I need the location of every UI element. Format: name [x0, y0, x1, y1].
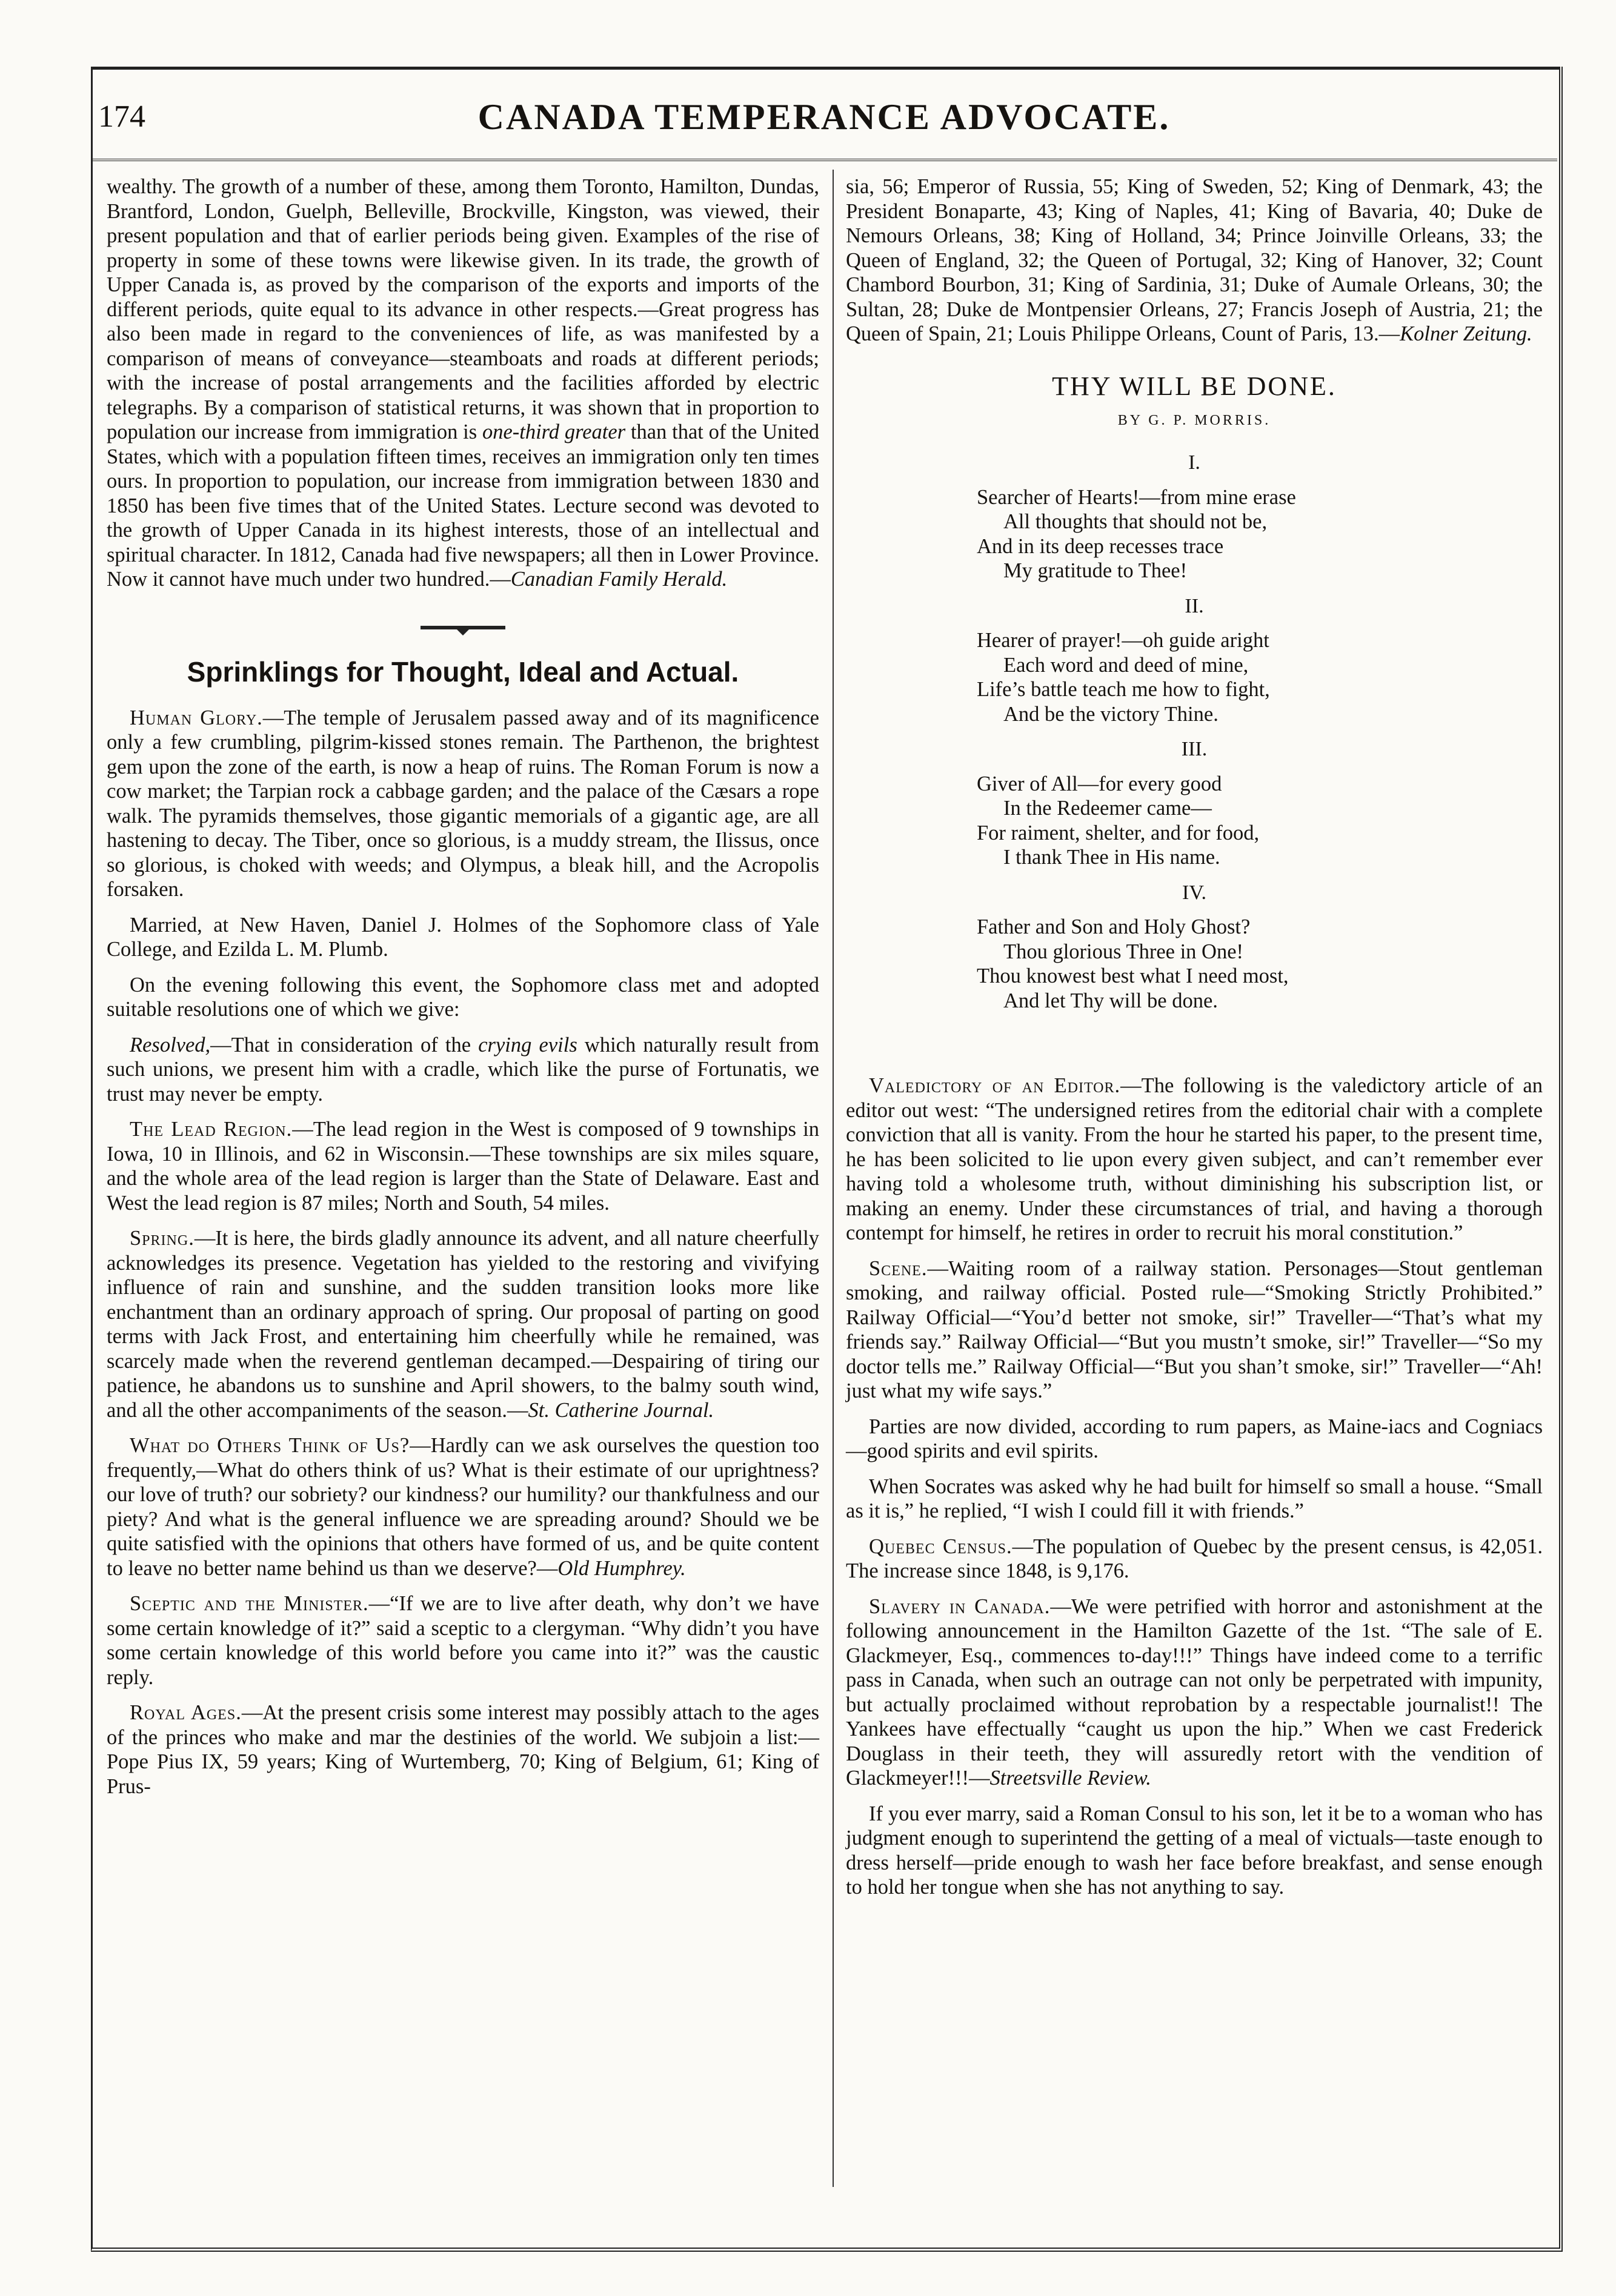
stanza-number: II.	[1185, 594, 1204, 617]
article-socrates	[846, 1475, 1543, 1524]
article-valedictory	[846, 1073, 1543, 1246]
article-text: —The lead region in the West is composed of 9 townships in Iowa, 10 in Illinois, and 62 in Wisconsin.—These townships are six miles square, and the whole area of the lead region is larger than the State of Delaware. East and West the lead region is 87 miles; North and South, 54 miles.	[107, 1118, 820, 1215]
stanza-number: III.	[1181, 738, 1208, 760]
article-emphasis: crying evils	[478, 1033, 577, 1057]
poem-line: For raiment, shelter, and for food,	[977, 821, 1260, 844]
article-parties	[846, 1415, 1543, 1464]
poem-stanza	[977, 628, 1543, 726]
header-rule	[91, 159, 1557, 161]
article-text: —“If we are to live after death, why don’t we have some certain knowledge of it?” said a sceptic to a clergyman. “Why didn’t you have some certain knowledge of this world before you came into it?” was the caustic reply.	[107, 1592, 819, 1689]
column-divider	[833, 170, 834, 2187]
page-header	[91, 96, 1557, 150]
article-text: sia, 56; Emperor of Russia, 55; King of Sweden, 52; King of Denmark, 43; the President Bonaparte, 43; King of Naples, 41; King of Bavaria, 40; Duke de Nemours Orleans, 38; King of Holland, 34; Prince Joinville Orleans, 33; the Queen of England, 32; the Queen of Portugal, 32; King of Hanover, 32; Count Chambord Bourbon, 31; King of Sardinia, 31; Duke of Aumale Orleans, 30; the Sultan, 28; Duke de Montpensier Orleans, 27; Francis Joseph of Austria, 21; the Queen of Spain, 21; Louis Philippe Orleans, Count of Paris, 13.—	[846, 175, 1543, 345]
intro-text-cont: than that of the United States, which with a population fifteen times, receives an immigration only ten times ours. In proportion to population, our increase from immigration between 1830 and 1850 has been five times that of the United States. Lecture second was devoted to the growth of Upper Canada in its highest interests, those of an intellectual and spiritual character. In 1812, Canada had five newspapers; all then in Lower Province. Now it cannot have much under two hundred.—	[107, 420, 820, 591]
article-royal-ages	[107, 1700, 819, 1799]
poem-line: Thou knowest best what I need most,	[977, 964, 1289, 987]
page-number: 174	[98, 99, 145, 134]
article-head: What do Others Think of Us?	[130, 1434, 410, 1457]
article-text: —We were petrified with horror and astonishment at the following announcement in the Hamilton Gazette of the 1st. “The sale of E. Glackmeyer, Esq., commences to-day!!!” Things have indeed come to a terrific pass in Canada, when such an outrage can not only be perpetrated with impunity, but actually proclaimed without reprobation by a respectable journalist!! The Yankees have effectually “caught us upon the hip.” When we cast Frederick Douglass in their teeth, they will assuredly retort with the vendition of Glackmeyer!!!—	[846, 1594, 1543, 1790]
left-column	[107, 174, 819, 1810]
article-text: On the evening following this event, the Sophomore class met and adopted suitable resolutions one of which we give:	[107, 973, 819, 1021]
article-text: —The following is the valedictory article of an editor out west: “The undersigned retires from the editorial chair with a complete conviction that all is vanity. From the hour he started his paper, to the present time, he has been solicited to lie upon every given subject, and can’t remember ever having told a wholesome truth, without diminishing his subscription list, or making an enemy. Under these circumstances of trial, and having a thorough contempt for himself, he retires in order to recruit his moral constitution.”	[846, 1074, 1543, 1244]
intro-paragraph	[107, 174, 819, 592]
article-text: which naturally result from such unions, we present him with a cradle, which like the purse of Fortunatis, we trust may never be empty.	[107, 1033, 820, 1106]
article-text: If you ever marry, said a Roman Consul to his son, let it be to a woman who has judgment enough to superintend the getting of a meal of victuals—taste enough to dress herself—pride enough to wash her face before breakfast, and sense enough to hold her tongue when she has not anything to say.	[846, 1802, 1543, 1899]
article-text: —That in consideration of the	[210, 1033, 471, 1057]
article-head: Quebec Census.	[869, 1535, 1012, 1558]
intro-source: Canadian Family Herald.	[510, 568, 728, 591]
article-married	[107, 913, 819, 962]
poem-byline: BY G. P. MORRIS.	[1117, 412, 1271, 428]
poem-line: Hearer of prayer!—oh guide aright	[977, 629, 1269, 652]
article-text: —It is here, the birds gladly announce its advent, and all nature cheerfully acknowledges its presence. Vegetation has yielded to the restoring and vivifying influence of rain and sunshine, and the sudden transition looks more like enchantment than an ordinary approach of spring. Our proposal of parting on good terms with Jack Frost, and entertaining him cheerfully while he remained, was scarcely made when the reverend gentleman decamped.—Despairing of tiring our patience, he abandons us to sunshine and April showers, to the balmy south wind, and all the other accompaniments of the season.—	[107, 1227, 819, 1422]
article-text: —At the present crisis some interest may possibly attach to the ages of the princes who make and mar the destinies of the world. We subjoin a list:—Pope Pius IX, 59 years; King of Wurtemberg, 70; King of Belgium, 61; King of Prus-	[107, 1701, 820, 1798]
article-head: Spring.	[130, 1227, 195, 1250]
article-source: St. Catherine Journal.	[528, 1398, 714, 1422]
article-head: The Lead Region.	[130, 1118, 293, 1141]
article-source: Old Humphrey.	[557, 1556, 686, 1580]
poem-line: And in its deep recesses trace	[977, 534, 1224, 558]
poem-line: In the Redeemer came—	[1003, 797, 1212, 820]
article-what-others-think	[107, 1433, 819, 1581]
article-source: Streetsville Review.	[989, 1767, 1151, 1790]
article-human-glory	[107, 706, 819, 902]
poem-title: THY WILL BE DONE.	[1052, 371, 1337, 401]
poem-line: Each word and deed of mine,	[1003, 653, 1249, 677]
stanza-number: IV.	[1182, 881, 1206, 904]
article-sceptic	[107, 1591, 819, 1690]
poem-line: And be the victory Thine.	[1003, 702, 1219, 726]
article-lead-region	[107, 1117, 819, 1215]
article-text: —The population of Quebec by the present census, is 42,051. The increase since 1848, is 9,176.	[846, 1535, 1543, 1582]
poem-line: Father and Son and Holy Ghost?	[977, 915, 1251, 938]
article-text: —The temple of Jerusalem passed away and of its magnificence only a few crumbling, pilgrim-kissed stones remain. The Parthenon, the brightest gem upon the zone of the earth, is now a heap of ruins. The Roman Forum is now a cow market; the Tarpian rock a cabbage garden; and the palace of the Cæsars a rope walk. The pyramids themselves, those gigantic memorials of a gigantic age, are all hastening to decay. The Tiber, once so glorious, is a muddy stream, the Ilissus, once so glorious, is choked with weeds; and Olympus, a bleak hill, and the Acropolis forsaken.	[107, 706, 819, 901]
poem-line: My gratitude to Thee!	[1003, 559, 1188, 582]
poem-stanza	[977, 772, 1543, 870]
masthead-title: CANADA TEMPERANCE ADVOCATE.	[477, 97, 1171, 137]
poem-line: All thoughts that should not be,	[1003, 510, 1268, 533]
article-slavery	[846, 1594, 1543, 1791]
section-ornament	[421, 626, 505, 629]
article-text: When Socrates was asked why he had built for himself so small a house. “Small as it is,” he replied, “I wish I could fill it with friends.”	[846, 1475, 1543, 1522]
article-text: —Hardly can we ask ourselves the question too frequently,—What do others think of us? What is their estimate of our uprightness? our love of truth? our sobriety? our kindness? our humility? our thankfulness and our piety? And what is the general influence we are spreading around? Should we be quite satisfied with the opinions that others have formed of us, and be quite content to leave no better name behind us than we deserve?—	[107, 1434, 819, 1580]
poem-line: I thank Thee in His name.	[1003, 846, 1220, 869]
article-evening	[107, 973, 819, 1022]
poem-stanza	[977, 485, 1543, 583]
article-text: Married, at New Haven, Daniel J. Holmes of the Sophomore class of Yale College, and Ezilda L. M. Plumb.	[107, 913, 819, 961]
article-text: —Waiting room of a railway station. Personages—Stout gentleman smoking, and railway official. Posted rule—“Smoking Strictly Prohibited.” Railway Official—“You’d better not smoke, sir!” Traveller—“That’s what my friends say.” Railway Official—“But you mustn’t smoke, sir!” Traveller—“So my doctor tells me.” Railway Official—“But you shan’t smoke, sir!” Traveller—“Ah! just what my wife says.”	[846, 1256, 1543, 1402]
article-head: Royal Ages.	[130, 1701, 242, 1724]
stanza-number: I.	[1188, 451, 1200, 474]
article-spring	[107, 1226, 819, 1422]
article-scene	[846, 1256, 1543, 1404]
article-head: Scene.	[869, 1256, 928, 1280]
intro-text: wealthy. The growth of a number of these, among them Toronto, Hamilton, Dundas, Brantford, London, Guelph, Belleville, Brockville, Kingston, was viewed, their present population and that of earlier periods being given. Examples of the rise of property in some of these towns were likewise given. In its trade, the growth of Upper Canada is, as proved by the comparison of the exports and imports of the different periods, quite equal to its advance in other respects.—Great progress has also been made in regard to the conveniences of life, as was manifested by a comparison of means of conveyance—steamboats and roads at different periods; with the increase of postal arrangements and the facilities afforded by electric telegraphs. By a comparison of statistical returns, it was shown that in proportion to population our increase from immigration is	[107, 175, 819, 443]
poem-spacer	[846, 1019, 1543, 1073]
article-quebec-census	[846, 1535, 1543, 1584]
poem-stanza	[977, 915, 1543, 1013]
article-royal-ages-cont	[846, 174, 1543, 347]
poem-line: Thou glorious Three in One!	[1003, 940, 1244, 963]
poem-line: Searcher of Hearts!—from mine erase	[977, 485, 1296, 509]
article-head: Valedictory of an Editor.	[869, 1074, 1121, 1097]
article-resolved	[107, 1033, 819, 1107]
article-roman-consul	[846, 1802, 1543, 1900]
article-head: Human Glory.	[130, 706, 263, 729]
article-head: Sceptic and the Minister.	[130, 1592, 369, 1615]
article-text: Parties are now divided, according to rum papers, as Maine-iacs and Cogniacs—good spirits and evil spirits.	[846, 1415, 1543, 1462]
intro-emphasis: one-third greater	[482, 420, 626, 443]
poem-line: Giver of All—for every good	[977, 772, 1222, 795]
article-source: Kolner Zeitung.	[1400, 322, 1532, 345]
poem-line: And let Thy will be done.	[1003, 989, 1218, 1012]
right-column	[846, 174, 1543, 1911]
article-head: Resolved,	[130, 1033, 211, 1057]
article-head: Slavery in Canada.	[869, 1594, 1051, 1618]
poem-line: Life’s battle teach me how to fight,	[977, 678, 1270, 701]
section-heading: Sprinklings for Thought, Ideal and Actual.	[187, 655, 739, 688]
